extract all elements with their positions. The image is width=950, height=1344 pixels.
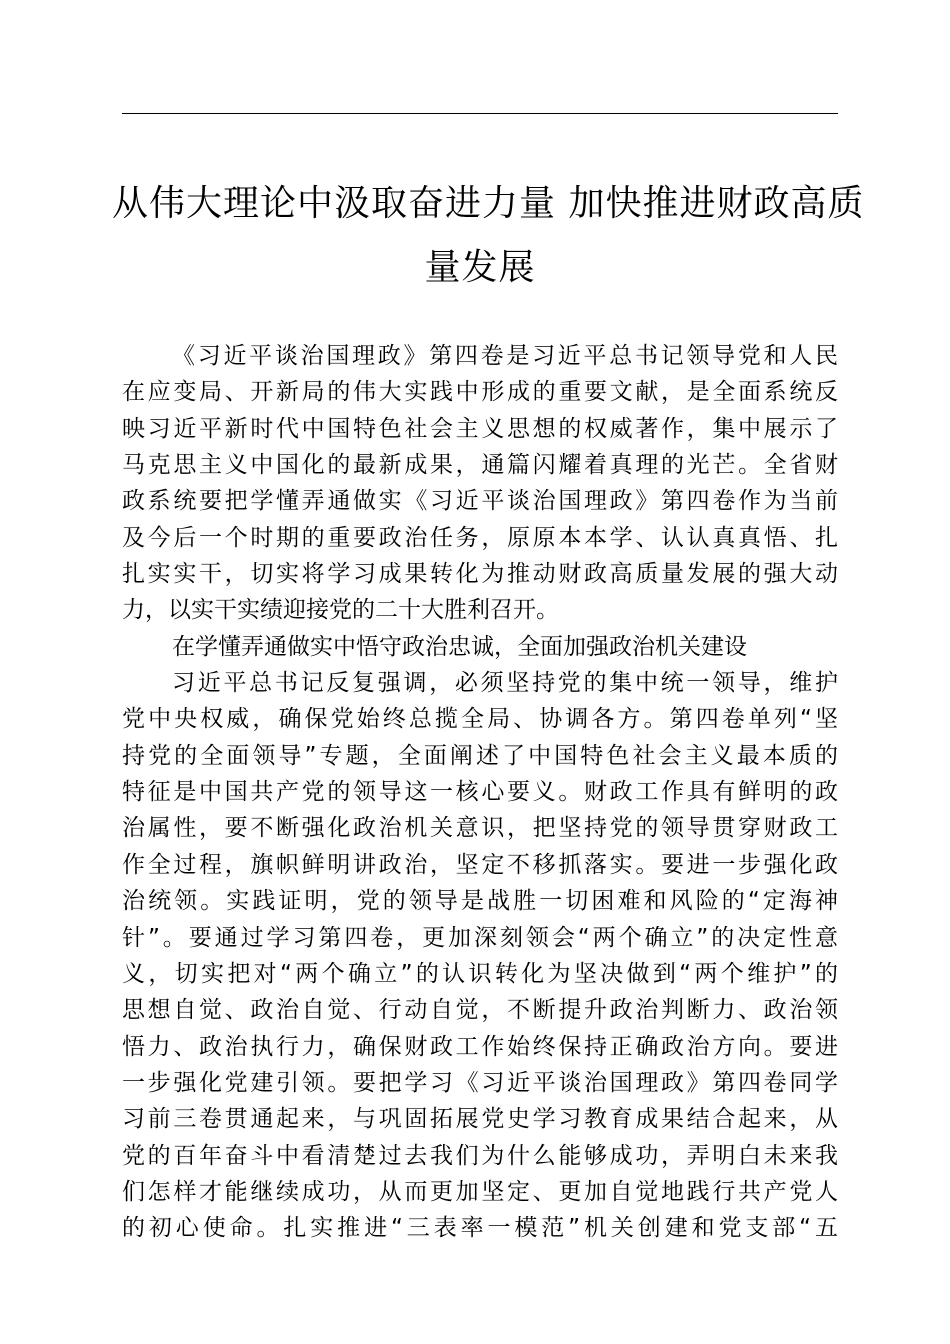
body-text xyxy=(122,338,838,1247)
paragraph-line: 映习近平新时代中国特色社会主义思想的权威著作，集中展示了 xyxy=(122,415,838,442)
paragraph-line: 义，切实把对“两个确立”的认识转化为坚决做到“两个维护”的 xyxy=(122,960,838,987)
paragraph-line: 《习近平谈治国理政》第四卷是习近平总书记领导党和人民 xyxy=(172,343,838,369)
paragraph-line: 政系统要把学懂弄通做实《习近平谈治国理政》第四卷作为当前 xyxy=(122,488,838,515)
paragraph-line: 习前三卷贯通起来，与巩固拓展党史学习教育成果结合起来，从 xyxy=(122,1106,838,1133)
paragraph-line: 作全过程，旗帜鲜明讲政治，坚定不移抓落实。要进一步强化政 xyxy=(122,851,838,878)
header-rule xyxy=(122,113,838,114)
paragraph-line: 特征是中国共产党的领导这一核心要义。财政工作具有鲜明的政 xyxy=(122,779,838,806)
paragraph-line: 悟力、政治执行力，确保财政工作始终保持正确政治方向。要进 xyxy=(122,1033,838,1060)
section-heading: 在学懂弄通做实中悟守政治忠诚，全面加强政治机关建设 xyxy=(172,633,747,660)
paragraph-line: 的初心使命。扎实推进“三表率一模范”机关创建和党支部“五 xyxy=(122,1215,838,1242)
paragraph-line: 及今后一个时期的重要政治任务，原原本本学、认认真真悟、扎 xyxy=(122,524,838,551)
paragraph-line: 一步强化党建引领。要把学习《习近平谈治国理政》第四卷同学 xyxy=(122,1069,838,1096)
paragraph-line: 持党的全面领导”专题，全面阐述了中国特色社会主义最本质的 xyxy=(122,742,838,769)
page-title xyxy=(112,172,865,300)
paragraph-line: 党中央权威，确保党始终总揽全局、协调各方。第四卷单列“坚 xyxy=(122,706,838,733)
paragraph-line: 力，以实干实绩迎接党的二十大胜利召开。 xyxy=(122,597,559,624)
paragraph-line: 党的百年奋斗中看清楚过去我们为什么能够成功，弄明白未来我 xyxy=(122,1142,838,1169)
paragraph-line: 马克思主义中国化的最新成果，通篇闪耀着真理的光芒。全省财 xyxy=(122,452,838,479)
title-line: 量发展 xyxy=(424,247,536,288)
paragraph-line: 们怎样才能继续成功，从而更加坚定、更加自觉地践行共产党人 xyxy=(122,1178,838,1205)
paragraph-line: 治属性，要不断强化政治机关意识，把坚持党的领导贯穿财政工 xyxy=(122,815,838,842)
title-line: 从伟大理论中汲取奋进力量 加快推进财政高质 xyxy=(112,183,865,224)
paragraph-line: 在应变局、开新局的伟大实践中形成的重要文献，是全面系统反 xyxy=(122,379,838,406)
paragraph-line: 治统领。实践证明，党的领导是战胜一切困难和风险的“定海神 xyxy=(122,888,838,915)
paragraph-line: 针”。要通过学习第四卷，更加深刻领会“两个确立”的决定性意 xyxy=(122,924,838,951)
paragraph-line: 习近平总书记反复强调，必须坚持党的集中统一领导，维护 xyxy=(172,670,838,697)
paragraph-line: 扎实实干，切实将学习成果转化为推动财政高质量发展的强大动 xyxy=(122,561,838,588)
paragraph-line: 思想自觉、政治自觉、行动自觉，不断提升政治判断力、政治领 xyxy=(122,997,838,1024)
